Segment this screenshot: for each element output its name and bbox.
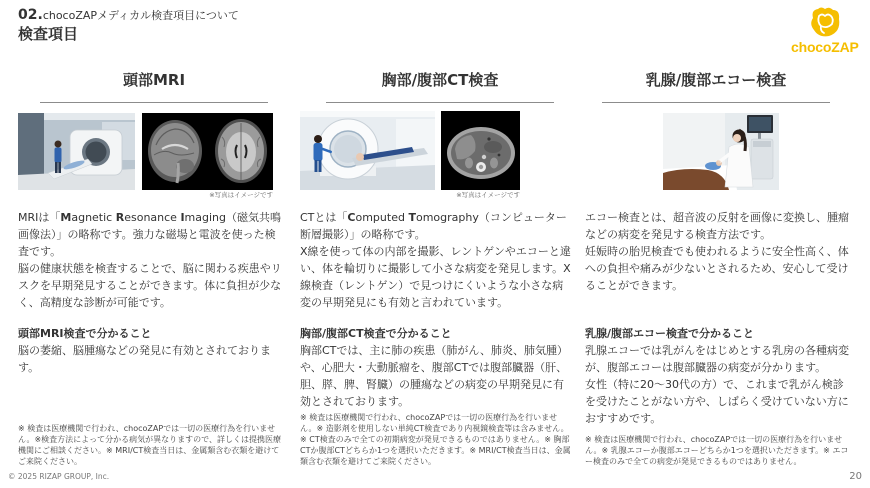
- text-segment: maging（磁気共鳴画像法）」の略称です。強力な磁場と電波を使った検査です。: [18, 211, 281, 258]
- mri-footnote: ※ 検査は医療機関で行われ、chocoZAPでは一切の医療行為を行いません。※検査方法によって分かる病気が異なりますので、詳しくは提携医療機関にご相談ください。※ MRI/CT検査当日は、金属類含む衣類を避けてご来院ください。: [18, 424, 282, 466]
- mri-findings: [18, 342, 284, 376]
- ct-scan-image: [441, 111, 520, 190]
- ct-method-paragraph: X線を使って体の内部を撮影、レントゲンやエコーと違い、体を輪切りに撮影して小さな病変を発見します。X線検査（レントゲン）で見つけにくいような小さな病変の早期発見にも有効と言われています。: [300, 245, 571, 309]
- ultrasound-findings-heading: 乳腺/腹部エコー検査で分かること: [585, 327, 755, 340]
- copyright: © 2025 RIZAP GROUP, Inc.: [8, 472, 110, 481]
- ultrasound-safety-paragraph: 妊娠時の胎児検査でも使われるように安全性高く、体への負担や痛みが少ないとされるため、安心して受けることができます。: [585, 245, 849, 292]
- bold-initial-r: R: [115, 211, 125, 224]
- text-segment: agnetic: [71, 211, 116, 224]
- ultrasound-definition-paragraph: エコー検査とは、超音波の反射を画像に変換し、腫瘤などの病変を発見する検査方法です。: [585, 211, 849, 241]
- ultrasound-exam-photo: [663, 113, 779, 190]
- bold-initial-t: T: [408, 211, 416, 224]
- text-segment: CTとは「: [300, 211, 348, 224]
- ultrasound-recommendation-paragraph: 女性（特に20～30代の方）で、これまで乳がん検診を受けたことがない方や、しばらく受けていない方におすすめです。: [585, 378, 849, 425]
- ct-definition-paragraph: [300, 209, 572, 243]
- brain-mri-scan-image: [142, 113, 273, 190]
- ct-column-title: 胸部/腹部CT検査: [381, 71, 499, 89]
- bold-initial-i: I: [180, 211, 185, 224]
- text-segment: omography（コンピューター断層撮影）」の略称です。: [300, 211, 567, 241]
- ultrasound-findings: [585, 342, 851, 427]
- mri-findings-paragraph: 脳の萎縮、脳腫瘍などの発見に有効とされております。: [18, 344, 271, 374]
- mri-findings-heading: 頭部MRI検査で分かること: [18, 327, 152, 340]
- ultrasound-footnote: ※ 検査は医療機関で行われ、chocoZAPでは一切の医療行為を行いません。※ 乳腺エコーか腹部エコーどちらか1つを選択いただきます。※ エコー検査のみで全ての病変が発見できるものではありません。: [585, 435, 849, 466]
- ultrasound-title-divider: [602, 102, 830, 103]
- chocozap-fist-icon: [807, 4, 843, 40]
- ultrasound-findings-paragraph: 乳腺エコーでは乳がんをはじめとする乳房の各種病変が、腹部エコーは腹部臓器の病変が分かります。: [585, 344, 849, 374]
- mri-image-caption: ※写真はイメージです: [209, 191, 273, 199]
- mri-benefit-paragraph: 脳の健康状態を検査することで、脳に関わる疾患やリスクを早期発見することができます。体に負担が少なく、高精度な診断が可能です。: [18, 262, 282, 309]
- ct-title-divider: [326, 102, 554, 103]
- wordmark-zap: ZAP: [831, 39, 859, 55]
- mri-column-title: 頭部MRI: [122, 71, 186, 89]
- text-segment: MRIは「: [18, 211, 61, 224]
- page-title: 検査項目: [18, 25, 79, 43]
- chocozap-wordmark: [791, 38, 859, 56]
- ct-scanner-photo: [300, 111, 435, 190]
- ultrasound-description: [585, 209, 851, 294]
- bold-initial-c: C: [347, 211, 356, 224]
- ct-footnote: ※ 検査は医療機関で行われ、chocoZAPでは一切の医療行為を行いません。※ 造影剤を使用しない単純CT検査であり内視鏡検査等は含みません。※ CT検査のみで全ての初期病変が発見できるものではありません。※ 胸部CTか腹部CTどちらか1つを選択いただきます。※ MRI/CT検査当日は、金属類含む衣類を避けてご来院ください。: [300, 413, 571, 466]
- section-number: 02.: [18, 7, 43, 23]
- ultrasound-column-title: 乳腺/腹部エコー検査: [645, 71, 787, 89]
- section-header: [18, 5, 239, 25]
- ct-image-caption: ※写真はイメージです: [456, 191, 520, 199]
- ct-findings: [300, 342, 572, 410]
- ct-description: [300, 209, 572, 311]
- mri-title-divider: [40, 102, 268, 103]
- ct-findings-paragraph: 胸部CTでは、主に肺の疾患（肺がん、肺炎、肺気腫）や、心肥大・大動脈瘤を、腹部CTでは腹部臓器（肝、胆、膵、脾、腎臓）の腫瘍などの病変の早期発見に有効とされております。: [300, 344, 569, 408]
- page-number: 20: [849, 471, 862, 482]
- bold-initial-m: M: [60, 211, 72, 224]
- ct-findings-heading: 胸部/腹部CT検査で分かること: [300, 327, 452, 340]
- mri-definition-paragraph: [18, 209, 284, 260]
- mri-machine-photo: [18, 113, 135, 190]
- text-segment: omputed: [355, 211, 409, 224]
- section-name: chocoZAPメディカル検査項目について: [42, 9, 239, 22]
- wordmark-choco: choco: [791, 39, 832, 55]
- mri-description: [18, 209, 284, 311]
- text-segment: esonance: [124, 211, 181, 224]
